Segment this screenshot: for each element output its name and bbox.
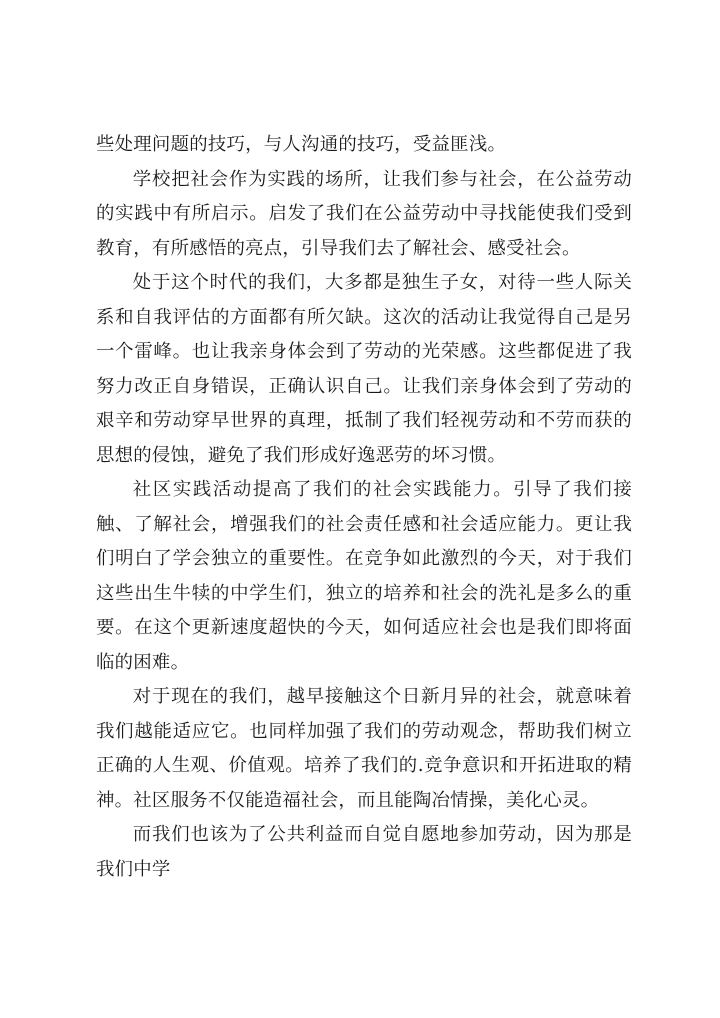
paragraph: 而我们也该为了公共利益而自觉自愿地参加劳动，因为那是我们中学 (96, 824, 632, 880)
paragraph: 学校把社会作为实践的场所，让我们参与社会，在公益劳动的实践中有所启示。启发了我们在公益劳动中寻找能使我们受到教育，有所感悟的亮点，引导我们去了解社会、感受社会。 (96, 168, 632, 259)
paragraph-continuation: 些处理问题的技巧，与人沟通的技巧，受益匪浅。 (96, 134, 507, 155)
paragraph: 处于这个时代的我们，大多都是独生子女，对待一些人际关系和自我评估的方面都有所欠缺。这次的活动让我觉得自己是另一个雷峰。也让我亲身体会到了劳动的光荣感。这些都促进了我努力改正自身错误，正确认识自己。让我们亲身体会到了劳动的艰辛和劳动穿早世界的真理，抵制了我们轻视劳动和不劳而获的思想的侵蚀，避免了我们形成好逸恶劳的坏习惯。 (96, 272, 632, 466)
paragraph: 对于现在的我们，越早接触这个日新月异的社会，就意味着我们越能适应它。也同样加强了我们的劳动观念，帮助我们树立正确的人生观、价值观。培养了我们的.竞争意识和开拓进取的精神。社区服务不仅能造福社会，而且能陶冶情操，美化心灵。 (96, 686, 632, 811)
paragraph: 社区实践活动提高了我们的社会实践能力。引导了我们接触、了解社会，增强我们的社会责任感和社会适应能力。更让我们明白了学会独立的重要性。在竞争如此激烈的今天，对于我们这些出生牛犊的中学生们，独立的培养和社会的洗礼是多么的重要。在这个更新速度超快的今天，如何适应社会也是我们即将面临的困难。 (96, 479, 632, 673)
body-text (96, 128, 632, 887)
